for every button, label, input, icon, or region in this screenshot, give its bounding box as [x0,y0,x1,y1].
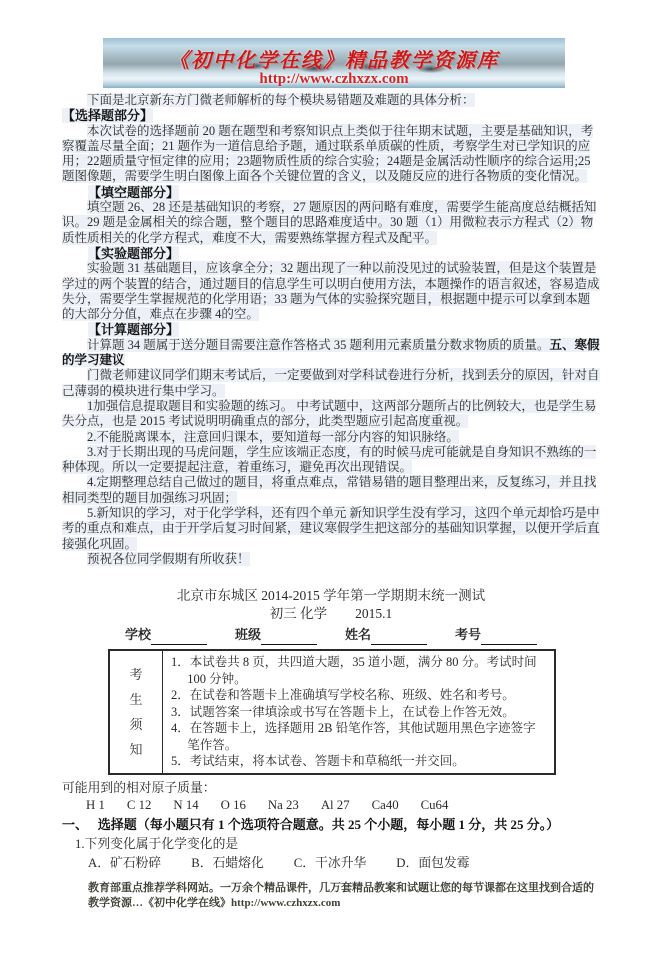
notice-item-5: 5．考试结束，将本试卷、答题卡和草稿纸一并交回。 [171,754,465,769]
heading-experiment-questions: 【实验题部分】 [88,245,180,261]
heading-calculation-questions: 【计算题部分】 [88,322,180,338]
advice-title: 五、寒假的学习建议 [62,337,600,368]
name-field: 姓名 [345,625,427,645]
analysis-intro: 下面是北京新东方门微老师解析的每个模块易错题及难题的具体分析： [87,93,475,107]
banner-url: http://www.czhxzx.com [259,71,409,87]
page-footer: 教育部重点推荐学科网站。一万余个精品课件，几万套精品教案和试题让您的每节课都在这里找到合适的教学资源…《初中化学在线》http://www.czhxzx.com [88,882,594,910]
class-field: 班级 [235,625,317,645]
school-blank-line [151,630,207,645]
atomic-mass-values [86,797,600,814]
closing-wish: 预祝各位同学假期有所收获！ [87,551,250,566]
examno-field: 考号 [455,625,537,645]
student-info-line [62,625,600,645]
name-blank-line [371,630,427,645]
option-b: B．石蜡熔化 [191,855,264,870]
page-content [62,93,600,911]
option-d: D．面包发霉 [396,855,470,870]
advice-item-2: 2.不能脱离课本，注意回归课本，要知道每一部分内容的知识脉络。 [87,429,459,444]
notice-items-cell [163,651,554,773]
atomic-mass-cu: Cu64 [420,797,449,812]
atomic-mass-ca: Ca40 [371,797,399,812]
site-banner-image [103,38,565,88]
heading-choice-questions: 【选择题部分】 [62,108,154,124]
question-1-options [88,855,600,872]
option-a: A．矿石粉碎 [88,855,162,870]
atomic-mass-o: O 16 [220,797,246,812]
exam-subject: 初三 化学 [269,606,328,622]
exam-title: 北京市东城区 2014-2015 学年第一学期期末统一测试 [176,588,486,604]
option-c: C．干冰升华 [293,855,367,870]
atomic-mass-c: C 12 [126,797,152,812]
advice-item-1: 1加强信息提取题目和实验题的练习。 中考试题中，这两部分题所占的比例较大，也是学生易失分点，也是 2015 考试说明明确重点的部分，此类型题应引起高度重视。 [62,398,597,429]
atomic-mass-n: N 14 [173,797,199,812]
heading-fill-questions: 【填空题部分】 [88,184,180,200]
paragraph-choice-questions: 本次试卷的选择题前 20 题在题型和考察知识点上类似于往年期末试题，主要是基础知识，考察覆盖尽量全面；21 题作为一道信息给予题，通过联系单质碳的性质，考察学生对已学知识的应用；22题质量守恒定律的应用；23题物质性质的综合实验；24题是金属活动性顺序的综合运用;25题图像题，需要学生明白图像上面各个关键位置的含义，以及随反应的进行各物质的变化情况。 [62,123,594,184]
atomic-mass-h: H 1 [86,797,105,812]
advice-item-4: 4.定期整理总结自己做过的题目，将重点难点，常错易错的题目整理出来，反复练习，并且找相同类型的题目加强练习巩固； [62,475,597,505]
exam-subtitle-row [62,605,600,622]
school-field: 学校 [125,625,207,645]
advice-intro: 门微老师建议同学们期末考试后，一定要做到对学科试卷进行分析，找到丢分的原因，针对自己薄弱的模块进行集中学习。 [62,368,600,398]
notice-label-cell [110,651,163,773]
atomic-mass-na: Na 23 [267,797,299,812]
advice-item-5: 5.新知识的学习，对于化学学科，还有四个单元 新知识学生没有学习，这四个单元却恰巧是中考的重点和难点，由于开学后复习时间紧，建议寒假学生把这部分的基础知识掌握，以便开学后直接强化巩固。 [62,506,600,551]
notice-item-3: 3．试题答案一律填涂或书写在答题卡上，在试卷上作答无效。 [171,704,515,719]
paragraph-calculation-questions: 计算题 34 题属于送分题目需要注意作答格式 35 题利用元素质量分数求物质的质量。五、寒假的学习建议 [62,337,600,368]
question-1: 1.下列变化属于化学变化的是 [75,837,239,852]
candidate-notice-table [108,649,556,775]
examno-blank-line [481,630,537,645]
paragraph-fill-questions: 填空题 26、28 还是基础知识的考察，27 题原因的两问略有难度，需要学生能高度总结概括知识。29 题是金属相关的综合题，整个题目的思路难度适中。30 题（1）用微粒表示方程式（2）物质性质相关的化学方程式，难度不大，需要熟练掌握方程式及配平。 [62,200,597,245]
exam-section [62,587,600,871]
analysis-section [62,93,600,567]
atomic-mass-intro: 可能用到的相对原子质量： [62,780,216,795]
exam-date: 2015.1 [355,606,393,622]
class-blank-line [261,630,317,645]
notice-item-1: 1．本试卷共 8 页，共四道大题，35 道小题，满分 80 分。考试时间 100 分钟。 [171,655,537,686]
notice-item-4: 4．在答题卡上，选择题用 2B 铅笔作答，其他试题用黑色字迹签字笔作答。 [171,721,536,752]
document-page [0,38,662,911]
advice-item-3: 3.对于长期出现的马虎问题，学生应该端正态度，有的时候马虎可能就是自身知识不熟练的一种体现。所以一定要提起注意，着重练习，避免再次出现错误。 [62,444,597,475]
paragraph-experiment-questions: 实验题 31 基础题目，应该拿全分；32 题出现了一种以前没见过的试验装置，但是这个装置是学过的两个装置的结合，通过题目的信息学生可以明白使用方法，本题操作的语言叙述，容易造成失分，需要学生掌握规范的化学用语；33 题为气体的实验探究题目，根据题中提示可以拿到本题的大部分分值，难点在步骤 4的空。 [62,261,600,322]
atomic-mass-al: Al 27 [320,797,350,812]
section-one-heading: 一、 选择题（每小题只有 1 个选项符合题意。共 25 个小题，每小题 1 分，共 25 分。） [62,816,560,832]
notice-item-2: 2．在试卷和答题卡上准确填写学校名称、班级、姓名和考号。 [171,688,515,703]
notice-label: 考生须知 [129,666,143,757]
banner-title: 《初中化学在线》精品教学资源库 [169,50,499,72]
